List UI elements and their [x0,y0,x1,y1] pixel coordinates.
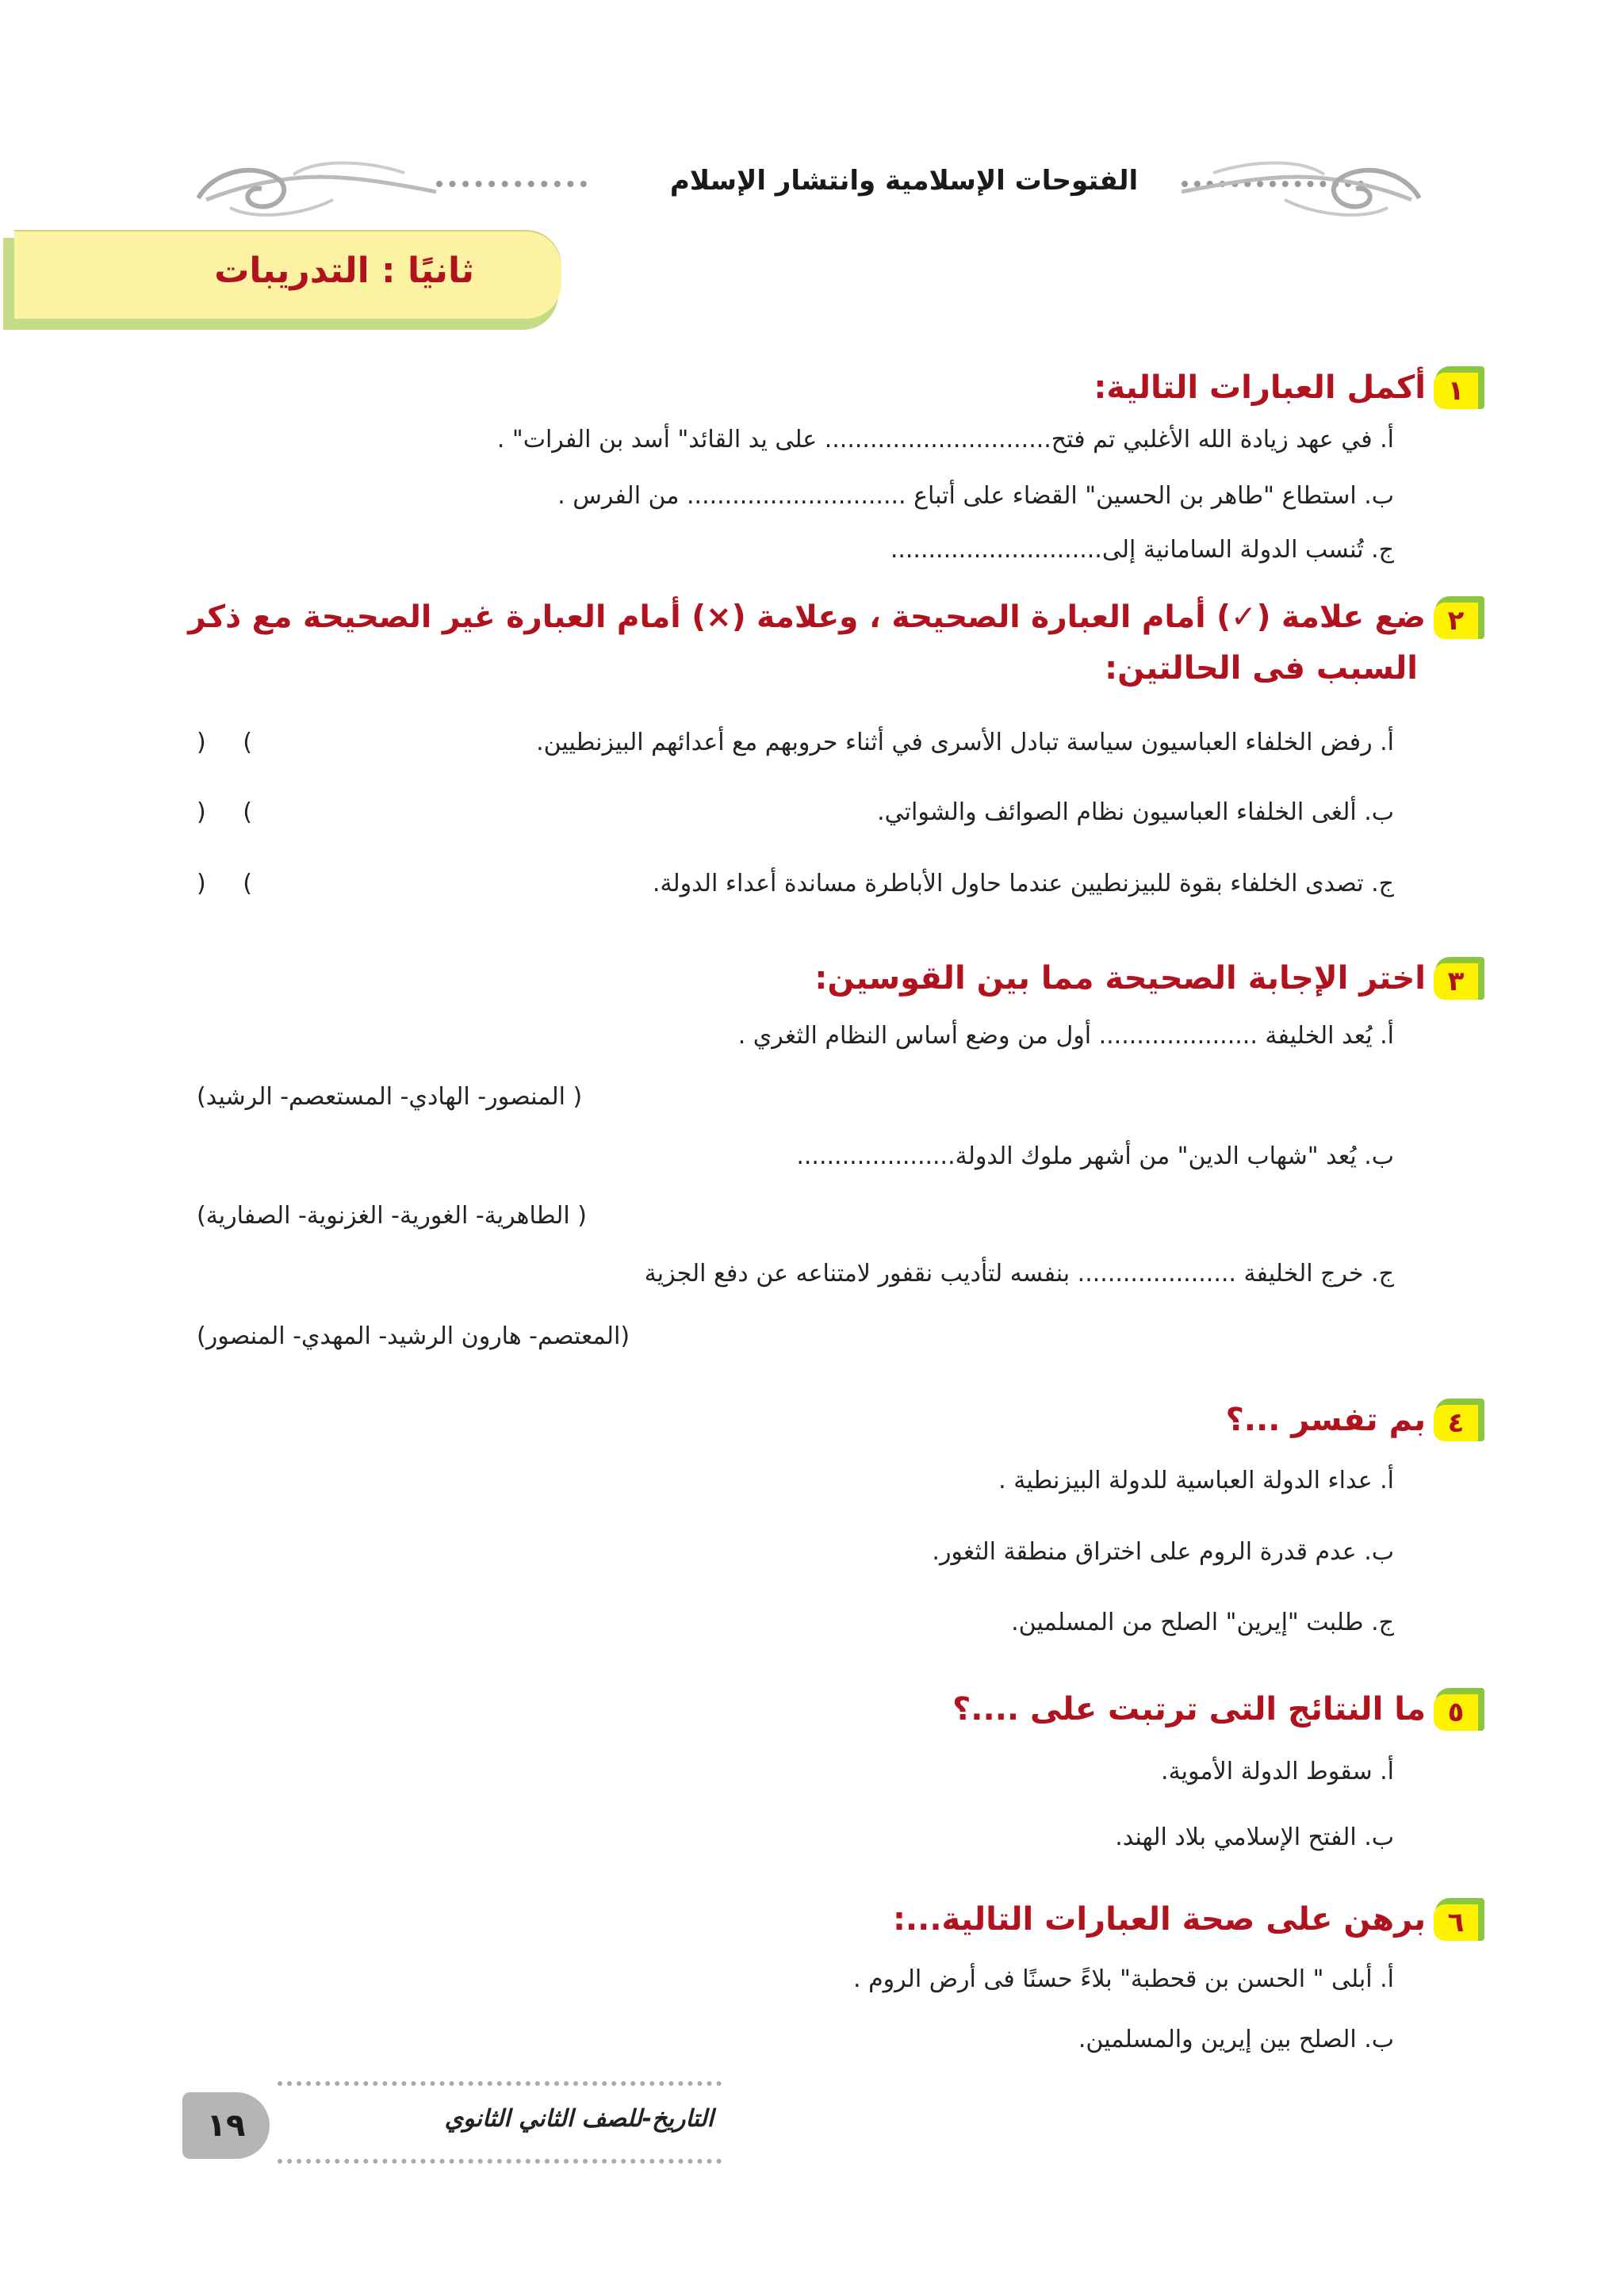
q3-item-c: ج. خرج الخليفة ..................... بنفسه لتأديب نقفور لامتناعه عن دفع الجزية [644,1260,1394,1288]
q6-item-a: أ. أبلى " الحسن بن قحطبة" بلاءً حسنًا فى أرض الروم . [853,1965,1394,1993]
question-2-badge: ٢ [1429,596,1484,639]
q3-options-b: ( الطاهرية- الغورية- الغزنوية- الصفارية) [197,1202,587,1230]
question-3-badge: ٣ [1429,957,1484,1000]
question-1-title: أكمل العبارات التالية: [1094,369,1426,406]
question-6-badge: ٦ [1429,1898,1484,1941]
question-5-badge: ٥ [1429,1688,1484,1731]
q3-options-a: ( المنصور- الهادي- المستعصم- الرشيد) [197,1083,583,1111]
question-3-title: اختر الإجابة الصحيحة مما بين القوسين: [814,960,1426,997]
q6-item-b: ب. الصلح بين إيرين والمسلمين. [1078,2026,1394,2053]
q1-item-c: ج. تُنسب الدولة السامانية إلى............................ [890,536,1394,564]
question-2-title-line2: السبب فى الحالتين: [1105,650,1418,687]
q2-item-b: ب. ألغى الخلفاء العباسيون نظام الصوائف والشواتي. [877,798,1394,826]
q4-item-b: ب. عدم قدرة الروم على اختراق منطقة الثغور. [932,1538,1394,1566]
section-title: ثانيًا : التدريبات [214,251,474,291]
question-4-title: بم تفسر ...؟ [1225,1402,1426,1438]
q4-item-a: أ. عداء الدولة العباسية للدولة البيزنطية . [998,1467,1394,1494]
q3-item-b: ب. يُعد "شهاب الدين" من أشهر ملوك الدولة..................... [796,1142,1394,1170]
q3-item-a: أ. يُعد الخليفة ..................... أول من وضع أساس النظام الثغري . [737,1022,1394,1050]
question-5-title: ما النتائج التى ترتبت على ....؟ [952,1691,1426,1728]
q2-item-a: أ. رفض الخلفاء العباسيون سياسة تبادل الأسرى في أثناء حروبهم مع أعدائهم البيزنطيين. [536,729,1394,756]
header-dots-left [436,181,587,197]
question-6-title: برهن على صحة العبارات التالية...: [892,1901,1426,1938]
footer-book-title: التاريخ-للصف الثاني الثانوي [444,2105,714,2133]
q1-item-b: ب. استطاع "طاهر بن الحسين" القضاء على أتباع ............................. من الفرس . [557,482,1394,510]
header-title: الفتوحات الإسلامية وانتشار الإسلام [669,165,1139,197]
page-footer [182,2081,714,2168]
q1-item-a: أ. في عهد زيادة الله الأغلبي تم فتح.............................. على يد القائد" أسد بن الفرات" . [496,426,1394,453]
q2-answer-c[interactable]: ) ( [197,870,252,897]
q2-item-c: ج. تصدى الخلفاء بقوة للبيزنطيين عندما حاول الأباطرة مساندة أعداء الدولة. [652,870,1394,897]
q4-item-c: ج. طلبت "إيرين" الصلح من المسلمين. [1011,1609,1394,1636]
q2-answer-b[interactable]: ) ( [197,798,252,826]
footer-dots-top [278,2081,722,2086]
q5-item-b: ب. الفتح الإسلامي بلاد الهند. [1115,1823,1394,1851]
q2-answer-a[interactable]: ) ( [197,729,252,756]
question-2-title: ضع علامة (✓) أمام العبارة الصحيحة ، وعلامة (×) أمام العبارة غير الصحيحة مع ذكر [188,599,1426,635]
question-4-badge: ٤ [1429,1399,1484,1441]
page-number: ١٩ [182,2092,270,2159]
question-1-badge: ١ [1429,366,1484,409]
page-header [182,151,1435,222]
q3-options-c: (المعتصم- هارون الرشيد- المهدي- المنصور) [197,1322,630,1350]
ornament-right-icon [1174,151,1435,222]
q5-item-a: أ. سقوط الدولة الأموية. [1161,1758,1394,1785]
ornament-left-icon [182,151,444,222]
footer-dots-bottom [278,2159,722,2164]
section-banner [14,230,561,319]
